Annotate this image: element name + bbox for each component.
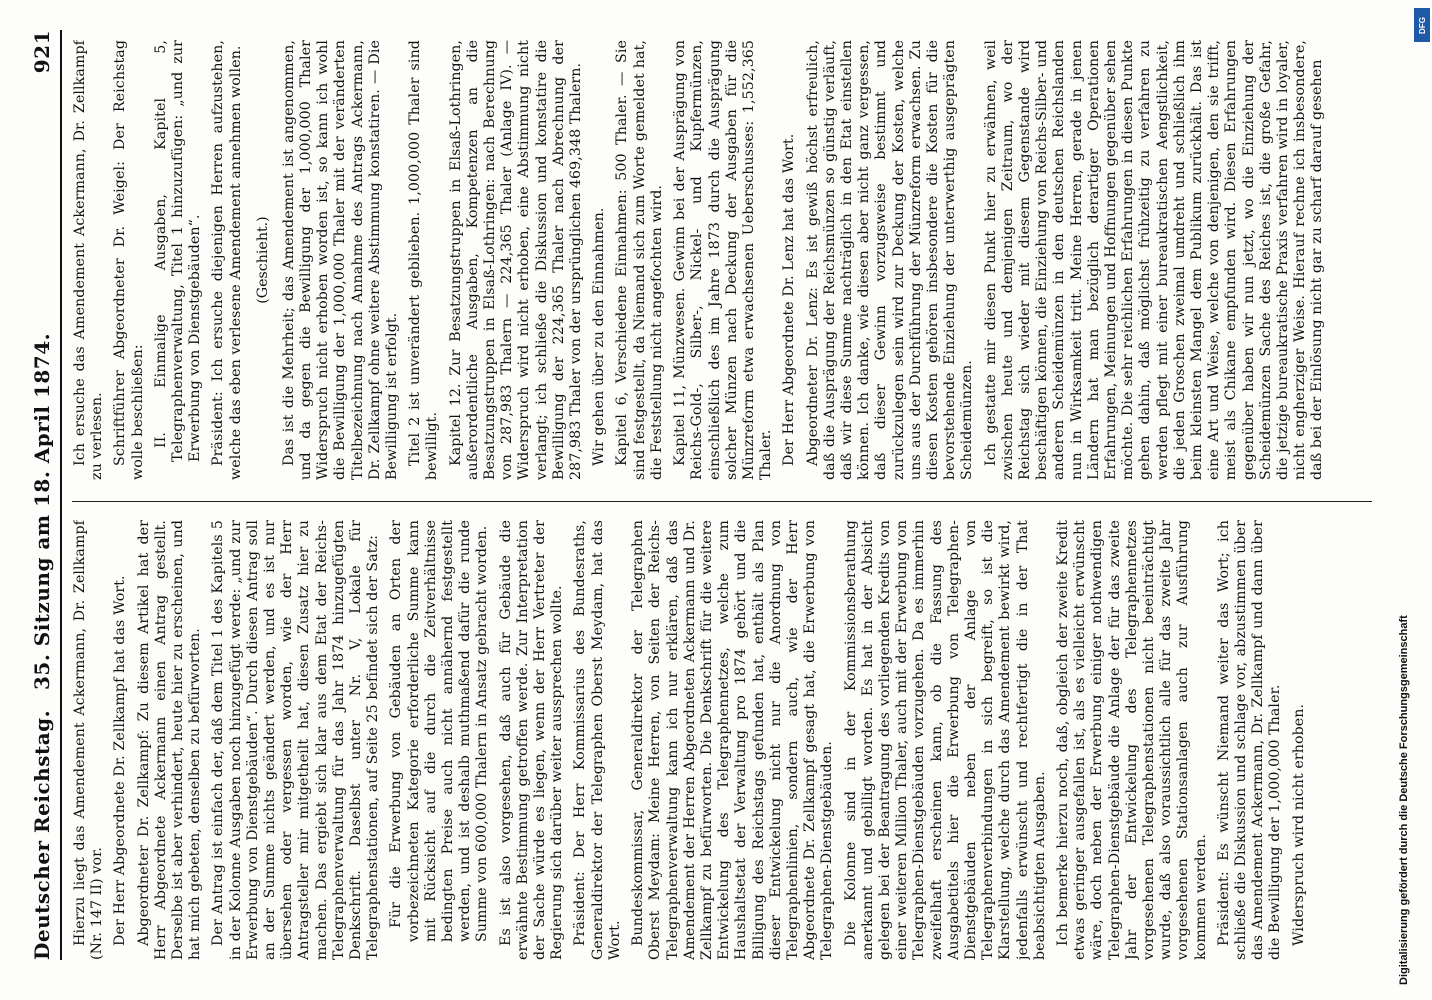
left-column [72,520,1372,960]
right-column [72,40,1372,480]
column-divider [72,501,1372,502]
paragraph: Schriftführer Abgeordneter Dr. Weigel: Der Reichstag wolle beschließen: [112,40,146,480]
paragraph: Ich bemerke hierzu noch, daß, obgleich der zweite Kredit etwas geringer ausgefallen ist, als es vielleicht erwünscht wäre, doch neben der Erwerbung einiger nothwendigen Telegraphen-Dienstgebäude die Anlage der für das zweite Jahr der Entwickelung des Telegraphennetzes vorgesehenen Telegraphenstationen nicht beeinträchtigt wurde, daß also voraussichtlich alle für das zweite Jahr vorgesehenen Stationsanlagen auch zur Ausführung kommen werden. [1054,520,1209,960]
digitization-notice: Digitalisierung gefördert durch die Deutsche Forschungsgemeinschaft [1398,615,1410,985]
paragraph: Abgeordneter Dr. Zellkampf: Zu diesem Artikel hat der Herr Abgeordnete Ackermann einen Antrag gestellt. Derselbe ist aber verhindert, heute hier zu erscheinen, und hat mich gebeten, denselben zu befürworten. [135,520,204,960]
header-publication: Deutscher Reichstag. [30,709,54,960]
paragraph: Abgeordneter Dr. Lenz: Es ist gewiß höchst erfreulich, daß die Ausprägung der Reichsmünzen so günstig verläuft, daß wir diese Summe nachträglich in den Etat einstellen können. Ich danke, wie diesen aber nicht ganz vergessen, daß dieser Gewinn vorzugsweise bestimmt und zurückzulegen sein wird zur Deckung der Kosten, welche uns aus der Durchführung der Münzreform erwachsen. Zu diesen Kosten gehören insbesondere die Kosten für die bevorstehende Einziehung der unterwerthig ausgeprägten Scheidemünzen. [804,40,976,480]
paragraph: Der Antrag ist einfach der, daß dem Titel 1 des Kapitels 5 in der Kolonne Ausgaben noch hinzugefügt werde: „und zur Erwerbung von Dienstgebäuden“. Durch diesen Antrag soll an der Summe nichts geändert werden, und es ist nur übersehen oder vergessen worden, wie der Herr Antragsteller mir mitgetheilt hat, diesen Zusatz hier zu machen. Das ergiebt sich klar aus dem Etat der Reichs-Telegraphenverwaltung für das Jahr 1874 hinzugefügten Denkschrift. Daselbst unter Nr. V, Lokale für Telegraphenstationen, auf Seite 25 befindet sich der Satz: [210,520,382,960]
paragraph: Kapitel 6, Verschiedene Einnahmen: 500 Thaler. — Sie sind festgestellt, da Niemand sich zum Worte gemeldet hat, die Feststellung nicht angefochten wird. [614,40,665,480]
dfg-logo [1414,8,1430,42]
paragraph: Es ist also vorgesehen, daß auch für Gebäude die erwähnte Bestimmung getroffen werde. Zur Interpretation der Sache würde es liegen, wenn der Herr Vertreter der Regierung sich darüber weiter aussprechen wollte. [497,520,566,960]
paragraph: Widerspruch wird nicht erhoben. [1290,703,1307,946]
header-page-number: 921 [30,30,54,74]
paragraph: Das ist die Mehrheit; das Amendement ist angenommen, und da gegen die Bewilligung der 1,000,000 Thaler Widerspruch nicht erhoben worden ist, so kann ich wohl die Bewilligung der 1,000,000 Thaler mit der veränderten Titelbezeichnung nach Annahme des Antrags Ackermann, Dr. Zellkampf ohne weitere Abstimmung konstatiren. — Die Bewilligung ist erfolgt. [280,40,401,480]
paragraph: Titel 2 ist unverändert geblieben. 1,000,000 Thaler sind bewilligt. [407,40,441,480]
paragraph: Hierzu liegt das Amendement Ackermann, Dr. Zellkampf (Nr. 147 II) vor. [72,520,106,960]
paragraph: Der Herr Abgeordnete Dr. Zellkampf hat das Wort. [112,575,129,946]
paragraph: Präsident: Ich ersuche diejenigen Herren aufzustehen, welche das eben verlesene Amendement annehmen wollen. [210,40,244,480]
quoted-paragraph: Für die Erwerbung von Gebäuden an Orten der vorbezeichneten Kategorie erforderliche Summe kann mit Rücksicht auf die durch die Zeitverhältnisse bedingten Preise auch nicht annähernd festgestellt werden, und ist deshalb muthmaßend dafür die runde Summe von 600,000 Thalern in Ansatz gebracht worden. [388,520,491,942]
paragraph: Wir gehen über zu den Einnahmen. [591,207,608,466]
paragraph: Ich ersuche das Amendement Ackermann, Dr. Zellkampf zu verlesen. [72,40,106,480]
paragraph: Ich gestatte mir diesen Punkt hier zu erwähnen, weil zwischen heute und demjenigen Zeitraum, wo der Reichstag sich wieder mit diesem Gegenstande wird beschäftigen können, die Einziehung von Reichs-Silber- und anderen Scheidemünzen in den deutschen Reichslanden nun in Wirksamkeit tritt. Meine Herren, gerade in jenen Ländern hat man bezüglich derartiger Operationen Erfahrungen, Meinungen und Hoffnungen gegenüber sehen möchte. Die sehr reichlichen Erfahrungen in diesen Punkte gehen dahin, daß möglichst frühzeitig zu verfahren zu werden pflegt mit einer bureaukratischen Aengstlichkeit, die jeden Groschen zweimal umdreht und schließlich ihm beim kleinsten Mangel dem Publikum zurückhält. Das ist eine Art und Weise, welche von denjenigen, den sie trifft, meist als Chikane empfunden wird. Diesen Erfahrungen gegenüber haben wir nun jetzt, wo die Einziehung der Scheidemünzen Sache des Reiches ist, die große Gefahr, die jetzige bureaukratische Praxis verfahren wird in loyaler, nicht engherziger Weise. Hierauf rechne ich insbesondere, daß bei der Einlösung nicht gar zu scharf darauf gesehen [982,40,1326,480]
paragraph: Bundeskommissar, Generaldirektor der Telegraphen Oberst Meydam: Meine Herren, von Seiten der Reichs-Telegraphenverwaltung kann ich nur erklären, daß das Amendement der Herren Abgeordneten Ackermann und Dr. Zellkampf zu befürworten. Die Denkschrift für die weitere Entwickelung des Telegraphennetzes, welche zum Haushaltsetat der Verwaltung pro 1874 gehört und die Billigung des Reichstags gefunden hat, enthält als Plan dieser Entwickelung nicht nur die Anordnung von Telegraphenlinien, sondern auch, wie der Herr Abgeordnete Dr. Zellkampf gesagt hat, die Erwerbung von Telegraphen-Dienstgebäuden. [630,520,836,960]
paragraph: Präsident: Es wünscht Niemand weiter das Wort; ich schließe die Diskussion und schlage vor, abzustimmen über das Amendement Ackermann, Dr. Zellkampf und dann über die Bewilligung der 1,000,000 Thaler. [1215,520,1284,960]
dfg-logo-text: DFG [1417,16,1427,34]
page-header [26,30,62,960]
stage-direction: (Geschieht.) [254,216,271,304]
header-session: 35. Sitzung am 18. April 1874. [30,332,54,690]
paragraph: Kapitel 12. Zur Besatzungstruppen in Elsaß-Lothringen, außerordentliche Ausgaben, Kompetenzen an die Besatzungstruppen in Elsaß-Lothringen: nach Berechnung von 287,983 Thalern — 224,365 Thaler (Anlage IV). — Widerspruch wird nicht erhoben, eine Abstimmung nicht verlangt; ich schließe die Diskussion und konstatire die Bewilligung der 224,365 Thaler nach Abrechnung der 287,983 Thaler von der ursprünglichen 469,348 Thalern. [447,40,585,480]
paragraph: Der Herr Abgeordnete Dr. Lenz hat das Wort. [781,133,798,466]
paragraph: Die Kolonne sind in der Kommissionsberathung anerkannt und gebilligt worden. Es hat in der Absicht gelegen bei der Beantragung des vorliegenden Kredits von einer weiteren Million Thaler, auch mit der Erwerbung von Telegraphen-Dienstgebäuden vorzugehen. Da es immerhin zweifelhaft erscheinen kann, ob die Fassung des Ausgabetitels hier die Erwerbung von Telegraphen-Dienstgebäuden neben der Anlage von Telegraphenverbindungen in sich begreift, so ist die Klarstellung, welche durch das Amendement bewirkt wird, jedenfalls erwünscht und rechtfertigt die in der That beabsichtigten Ausgaben. [842,520,1048,960]
quoted-paragraph: II. Einmalige Ausgaben, Kapitel 5, Telegraphenverwaltung, Titel 1 hinzuzufügen: „und zur Erwerbung von Dienstgebäuden“. [152,40,204,462]
paragraph: Kapitel 11, Münzwesen. Gewinn bei der Ausprägung von Reichs-Gold-, Silber-, Nickel- und Kupfermünzen, einschließlich des im Jahre 1873 durch die Ausprägung solcher Münzen nach Deckung der Ausgaben für die Münzreform etwa erwachsenen Ueberschusses: 1,552,365 Thaler. [672,40,775,480]
paragraph: Präsident: Der Herr Kommissarius des Bundesraths, Generaldirektor der Telegraphen Oberst Meydam, hat das Wort. [572,520,623,960]
